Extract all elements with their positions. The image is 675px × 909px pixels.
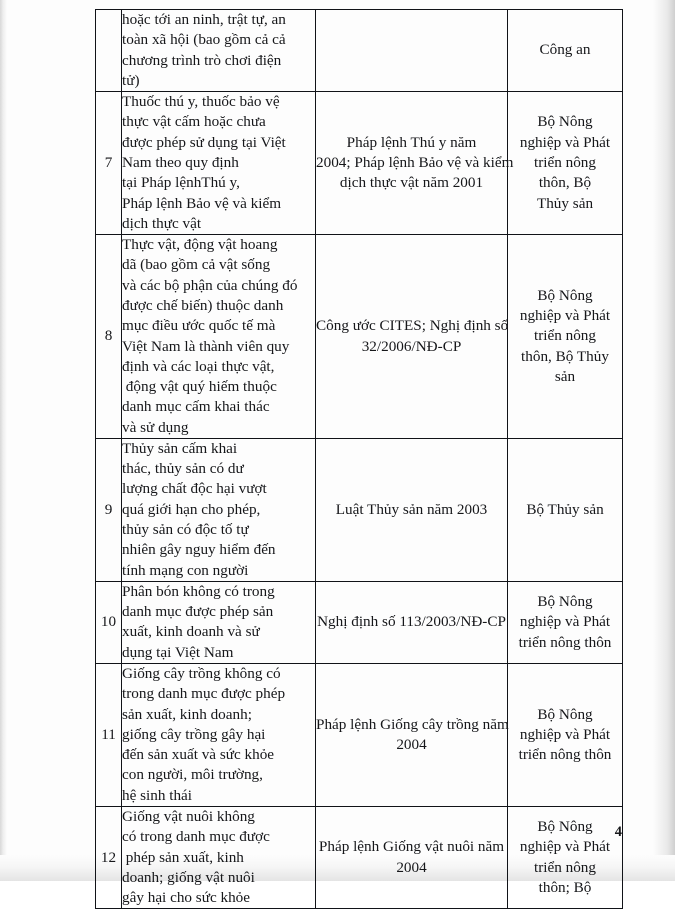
authority-cell-line: triển nông (533, 153, 596, 171)
goods-description-cell-line: động vật quý hiếm thuộc (122, 378, 277, 396)
goods-description-cell-line: Giống vật nuôi không (122, 807, 255, 825)
goods-description-cell-line: thác, thủy sản có dư (122, 460, 244, 478)
goods-description-cell (122, 438, 316, 581)
goods-description-cell-line: gây hại cho sức khỏe (122, 889, 251, 907)
goods-description-cell-line: doanh; giống vật nuôi (122, 868, 255, 886)
table-row (96, 92, 623, 235)
goods-description-cell-line: thủy sản có độc tố tự (122, 521, 249, 539)
row-number: 12 (96, 806, 122, 908)
goods-description-cell-line: quá giới hạn cho phép, (122, 500, 261, 518)
authority-cell (508, 10, 623, 92)
authority-cell-line: Bộ Nông (537, 593, 593, 611)
legal-basis-cell-line: dịch thực vật năm 2001 (339, 174, 484, 192)
authority-cell (508, 92, 623, 235)
legal-basis-cell (316, 235, 508, 439)
authority-cell-line: nghiệp và Phát (519, 838, 611, 856)
goods-description-cell-line: Thuốc thú y, thuốc bảo vệ (122, 93, 280, 111)
goods-description-cell (122, 10, 316, 92)
goods-description-cell-line: giống cây trồng gây hại (122, 725, 266, 743)
authority-cell-line: Bộ Nông (537, 705, 593, 723)
authority-cell-line: nghiệp và Phát (519, 725, 611, 743)
authority-cell (508, 806, 623, 908)
authority-cell-line: triển nông (533, 858, 596, 876)
authority-cell-line: Bộ Nông (537, 818, 593, 836)
goods-description-cell (122, 235, 316, 439)
authority-cell-line: Thủy sản (536, 194, 594, 212)
scan-edge-right (653, 0, 675, 881)
legal-basis-cell-line: 2004 (396, 858, 427, 876)
goods-description-cell-line: Giống cây trồng không có (122, 665, 281, 682)
authority-cell-line: thôn, Bộ (538, 174, 592, 192)
authority-cell-line: thôn; Bộ (538, 878, 592, 896)
prohibited-goods-table (95, 9, 623, 909)
goods-description-cell-line: nhiên gây nguy hiểm đến (122, 541, 276, 559)
legal-basis-cell-line: 2004; Pháp lệnh Bảo vệ và kiểm (316, 153, 514, 171)
goods-description-cell-line: hoặc tới an ninh, trật tự, an (122, 11, 286, 28)
goods-description-cell-line: Thực vật, động vật hoang (122, 236, 278, 254)
goods-description-cell-line: mục điều ước quốc tế mà (122, 317, 276, 335)
legal-basis-cell-line: 2004 (396, 735, 427, 753)
legal-basis-cell-line: Luật Thủy sản năm 2003 (335, 500, 488, 518)
authority-cell (508, 664, 623, 807)
goods-description-cell-line: định và các loại thực vật, (122, 357, 275, 375)
goods-description-cell-line: thực vật cấm hoặc chưa (122, 113, 266, 131)
authority-cell-line: triển nông thôn (518, 633, 612, 651)
goods-description-cell-line: Thủy sản cấm khai (122, 439, 238, 457)
goods-description-cell-line: con người, môi trường, (122, 766, 263, 784)
goods-description-cell-line: lượng chất độc hại vượt (122, 480, 267, 498)
goods-description-cell-line: có trong danh mục được (122, 828, 270, 846)
authority-cell-line: thôn, Bộ Thủy (521, 347, 609, 365)
table-row (96, 10, 623, 92)
legal-basis-cell-line: Công ước CITES; Nghị định số (316, 317, 509, 335)
goods-description-cell-line: sản xuất, kinh doanh; (122, 705, 252, 723)
goods-description-cell-line: tính mạng con người (122, 561, 249, 579)
authority-cell (508, 581, 623, 663)
authority-cell-line: Công an (539, 41, 591, 59)
goods-description-cell-line: Pháp lệnh Bảo vệ và kiểm (122, 194, 282, 212)
goods-description-cell-line: danh mục được phép sản (122, 603, 274, 621)
goods-description-cell (122, 92, 316, 235)
legal-basis-cell (316, 581, 508, 663)
legal-basis-cell (316, 664, 508, 807)
table-row (96, 438, 623, 581)
goods-description-cell-line: danh mục cấm khai thác (122, 398, 270, 416)
goods-description-cell-line: chương trình trò chơi điện (122, 51, 282, 69)
goods-description-cell-line: được chế biến) thuộc danh (122, 296, 284, 314)
goods-description-cell-line: đến sản xuất và sức khỏe (122, 746, 275, 764)
goods-description-cell-line: Việt Nam là thành viên quy (122, 337, 290, 355)
table-row (96, 806, 623, 908)
legal-basis-cell-line: 32/2006/NĐ-CP (361, 337, 462, 355)
authority-cell-line: Bộ Thủy sản (526, 500, 604, 518)
legal-basis-cell-line: Pháp lệnh Giống cây trồng năm (316, 715, 509, 733)
authority-cell-line: Bộ Nông (537, 113, 593, 131)
legal-basis-cell (316, 806, 508, 908)
goods-description-cell-line: xuất, kinh doanh và sử (122, 623, 260, 641)
legal-basis-cell-line: Nghị định số 113/2003/NĐ-CP (317, 613, 506, 631)
authority-cell-line: sản (554, 367, 576, 385)
goods-description-cell-line: và các bộ phận của chúng đó (122, 276, 298, 294)
legal-basis-cell (316, 438, 508, 581)
goods-description-cell-line: Phân bón không có trong (122, 582, 275, 600)
authority-cell (508, 235, 623, 439)
goods-description-cell-line: dã (bao gồm cả vật sống (122, 256, 271, 274)
goods-description-cell-line: hệ sinh thái (122, 786, 193, 804)
goods-description-cell-line: và sử dụng (122, 418, 189, 436)
authority-cell-line: Bộ Nông (537, 286, 593, 304)
goods-description-cell-line: dụng tại Việt Nam (122, 643, 234, 661)
goods-description-cell-line: toàn xã hội (bao gồm cả cả (122, 31, 286, 49)
goods-description-cell-line: trong danh mục được phép (122, 685, 286, 703)
goods-description-cell-line: tử) (122, 71, 140, 89)
scan-edge-left (0, 0, 7, 881)
row-number: 10 (96, 581, 122, 663)
row-number: 8 (96, 235, 122, 439)
legal-basis-cell (316, 10, 508, 92)
table-row (96, 235, 623, 439)
table-row (96, 664, 623, 807)
row-number: 9 (96, 438, 122, 581)
authority-cell (508, 438, 623, 581)
goods-description-cell (122, 806, 316, 908)
row-number (96, 10, 122, 92)
authority-cell-line: triển nông thôn (518, 746, 612, 764)
goods-description-cell-line: Nam theo quy định (122, 153, 239, 171)
goods-description-cell (122, 581, 316, 663)
authority-cell-line: nghiệp và Phát (519, 613, 611, 631)
authority-cell-line: nghiệp và Phát (519, 307, 611, 325)
authority-cell-line: nghiệp và Phát (519, 133, 611, 151)
goods-description-cell-line: phép sản xuất, kinh (122, 848, 244, 866)
goods-description-cell-line: dịch thực vật (122, 214, 202, 232)
legal-basis-cell-line: Pháp lệnh Thú y năm (346, 133, 477, 151)
legal-basis-cell-line: Pháp lệnh Giống vật nuôi năm (318, 838, 505, 856)
goods-description-cell-line: tại Pháp lệnhThú y, (122, 174, 240, 192)
goods-description-cell-line: được phép sử dụng tại Việt (122, 133, 286, 151)
goods-description-cell (122, 664, 316, 807)
legal-basis-cell (316, 92, 514, 235)
page-number: 4 (614, 824, 622, 840)
authority-cell-line: triển nông (533, 327, 596, 345)
table-row (96, 581, 623, 663)
row-number: 7 (96, 92, 122, 235)
row-number: 11 (96, 664, 122, 807)
